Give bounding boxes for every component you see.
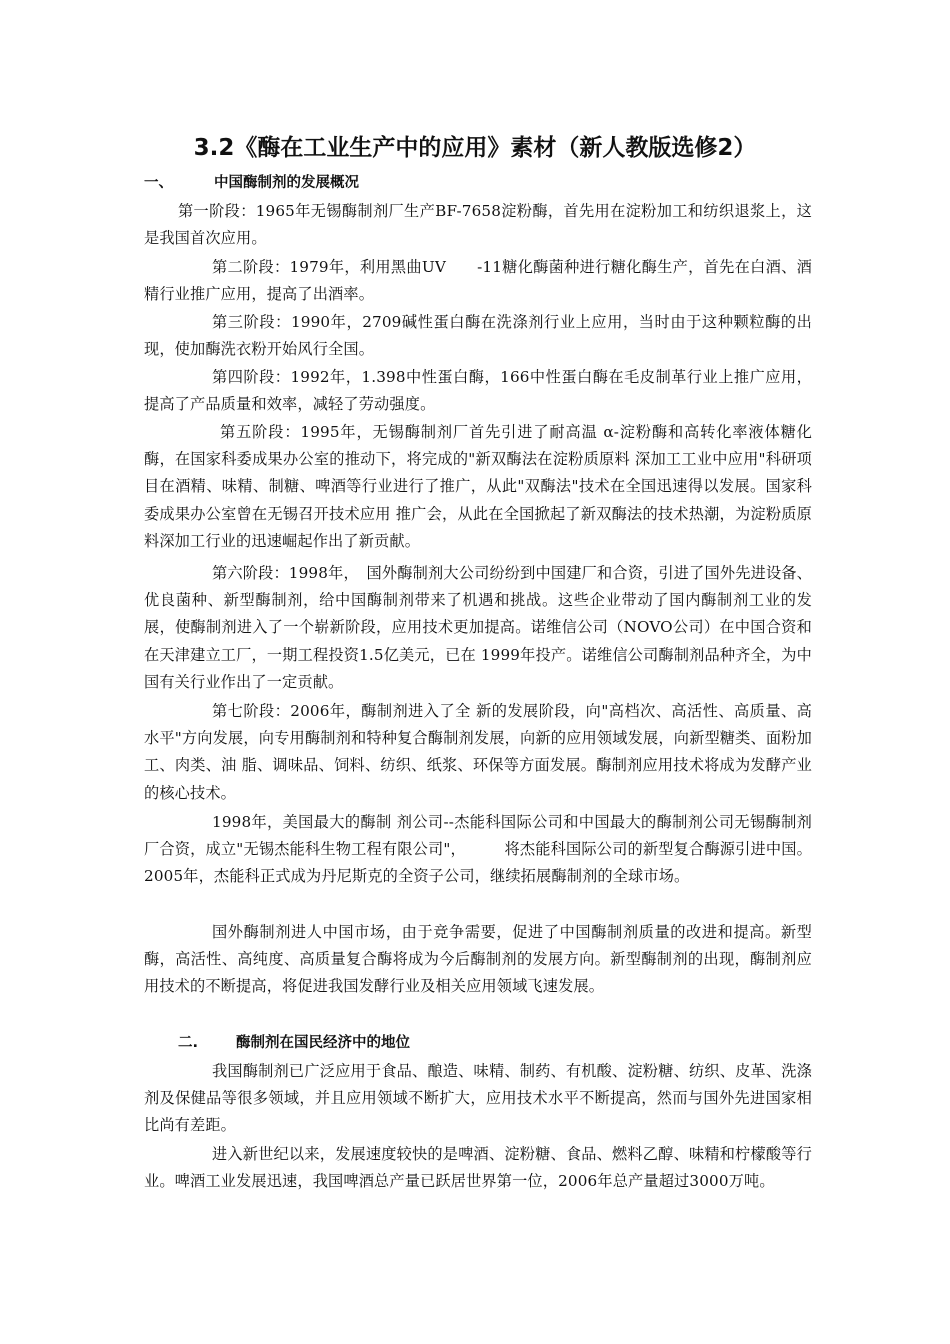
paragraph-stage-1: 第一阶段：1965年无锡酶制剂厂生产BF-7658淀粉酶，首先用在淀粉加工和纺织退浆上，这是我国首次应用。	[144, 202, 812, 248]
section-number: 一、	[144, 175, 173, 191]
section-heading-2	[178, 1032, 578, 1054]
paragraph-applications: 我国酶制剂已广泛应用于食品、酿造、味精、制药、有机酸、淀粉糖、纺织、皮革、洗涤剂及保健品等很多领域，并且应用领域不断扩大，应用技术水平不断提高，然而与国外先进国家相比尚有差距。	[144, 1062, 812, 1135]
paragraph-new-century: 进入新世纪以来，发展速度较快的是啤酒、淀粉糖、食品、燃料乙醇、味精和柠檬酸等行业。啤酒工业发展迅速，我国啤酒总产量已跃居世界第一位，2006年总产量超过3000万吨。	[144, 1145, 812, 1191]
document-title: 3.2《酶在工业生产中的应用》素材（新人教版选修2）	[193, 135, 757, 161]
section-number: 二.	[178, 1035, 199, 1051]
paragraph-jv-1998: 1998年，美国最大的酶制 剂公司--杰能科国际公司和中国最大的酶制剂公司无锡酶制剂厂合资，成立"无锡杰能科生物工程有限公司"， 将杰能科国际公司的新型复合酶源引进中国。 2005年，杰能科正式成为丹尼斯克的全资子公司，继续拓展酶制剂的全球市场。	[144, 813, 812, 886]
paragraph-stage-6: 第六阶段：1998年， 国外酶制剂大公司纷纷到中国建厂和合资，引进了国外先进设备、优良菌种、新型酶制剂，给中国酶制剂带来了机遇和挑战。这些企业带动了国内酶制剂工业的发 展，使酶制剂进入了一个崭新阶段，应用技术更加提高。诺维信公司（NOVO公司）在中国合资和在天津建立工厂，一期工程投资1.5亿美元，已在 1999年投产。诺维信公司酶制剂品种齐全，为中国有关行业作出了一定贡献。	[144, 564, 828, 691]
paragraph-stage-7: 第七阶段：2006年，酶制剂进入了全 新的发展阶段，向"高档次、高活性、高质量、高水平"方向发展，向专用酶制剂和特种复合酶制剂发展，向新的应用领域发展，向新型糖类、面粉加工、肉类、油 脂、调味品、饲料、纺织、纸浆、环保等方面发展。酶制剂应用技术将成为发酵产业的核心技术。	[144, 702, 812, 802]
paragraph-stage-4: 第四阶段：1992年，1.398中性蛋白酶，166中性蛋白酶在毛皮制革行业上推广应用，提高了产品质量和效率，减轻了劳动强度。	[144, 368, 812, 414]
paragraph-stage-2: 第二阶段：1979年，利用黑曲UV -11糖化酶菌种进行糖化酶生产，首先在白酒、酒精行业推广应用，提高了出酒率。	[144, 258, 812, 304]
paragraph-stage-3: 第三阶段：1990年，2709碱性蛋白酶在洗涤剂行业上应用，当时由于这种颗粒酶的出现，使加酶洗衣粉开始风行全国。	[144, 313, 812, 359]
paragraph-stage-5: 第五阶段：1995年，无锡酶制剂厂首先引进了耐高温 α-淀粉酶和高转化率液体糖化酶，在国家科委成果办公室的推动下，将完成的"新双酶法在淀粉质原料 深加工工业中应用"科研项目在酒精、味精、制糖、啤酒等行业进行了推广，从此"双酶法"技术在全国迅速得以发展。国家科委成果办公室曾在无锡召开技术应用 推广会，从此在全国掀起了新双酶法的技术热潮，为淀粉质原料深加工行业的迅速崛起作出了新贡献。	[144, 423, 812, 550]
section-title: 中国酶制剂的发展概况	[214, 175, 359, 191]
section-heading-1	[144, 172, 544, 194]
paragraph-foreign-enzymes: 国外酶制剂进人中国市场，由于竞争需要，促进了中国酶制剂质量的改进和提高。新型酶，高活性、高纯度、高质量复合酶将成为今后酶制剂的发展方向。新型酶制剂的出现，酶制剂应用技术的不断提高，将促进我国发酵行业及相关应用领域飞速发展。	[144, 923, 812, 996]
section-title: 酶制剂在国民经济中的地位	[236, 1035, 410, 1051]
